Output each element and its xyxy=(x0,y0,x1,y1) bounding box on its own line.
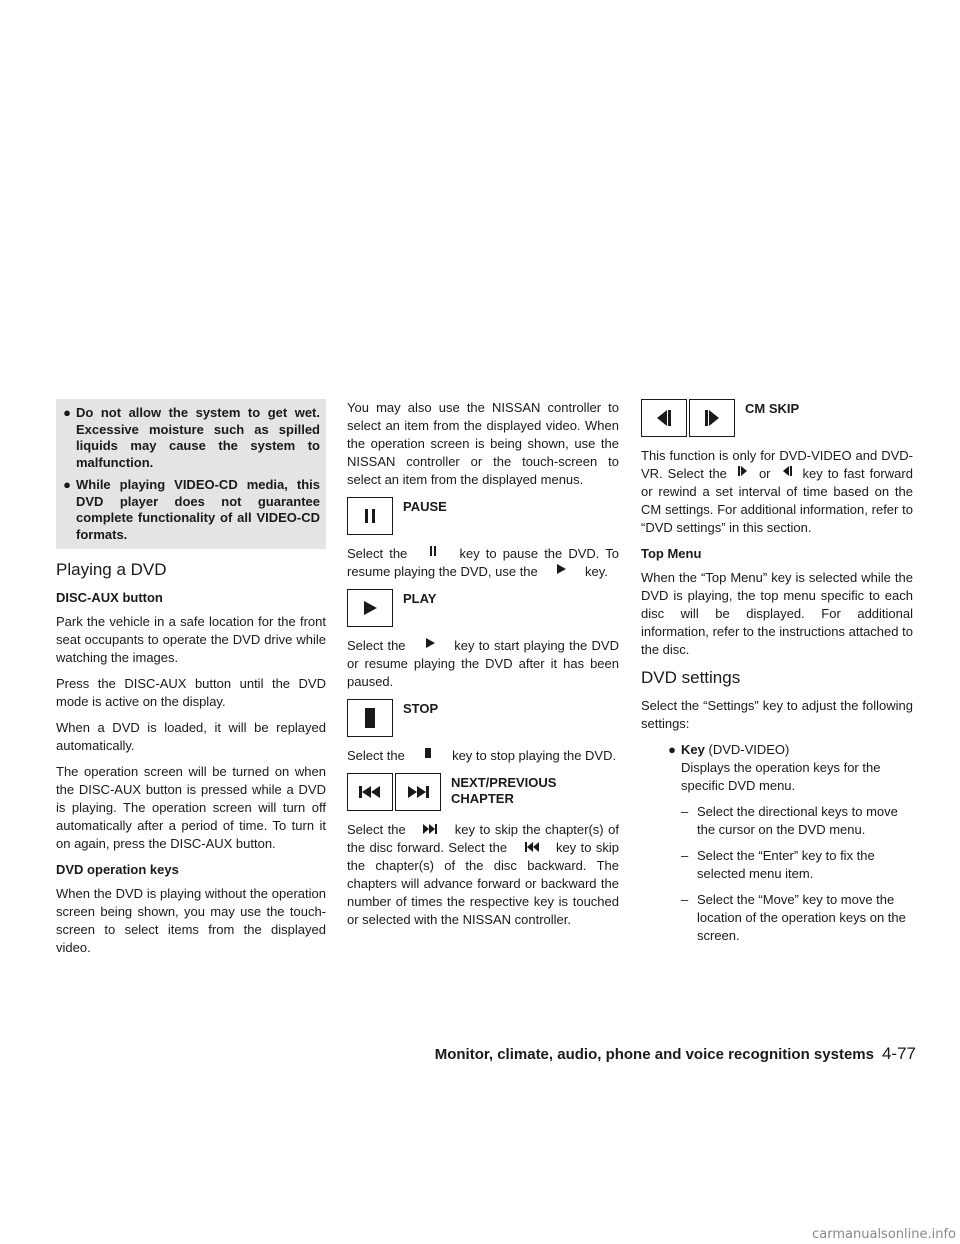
list-item-text: Select the directional keys to move the cursor on the DVD menu. xyxy=(697,804,898,837)
warning-item xyxy=(58,477,320,543)
paragraph: When a DVD is loaded, it will be replayed automatically. xyxy=(56,720,326,753)
text: This function is only for DVD-VIDEO and DVD-VR. Select the xyxy=(641,448,913,481)
paragraph-cmskip xyxy=(641,447,913,537)
list-item-text: Select the “Enter” key to fix the selected menu item. xyxy=(697,848,875,881)
paragraph-chapter xyxy=(347,821,619,929)
heading-top-menu: Top Menu xyxy=(641,546,702,561)
warning-text: Do not allow the system to get wet. Excessive moisture such as spilled liquids may cause the system to malfunction. xyxy=(76,405,320,470)
pause-icon xyxy=(413,545,453,563)
paragraph: When the “Top Menu” key is selected while the DVD is playing, the top menu specific to each disc will be displayed. For additional information, refer to the instructions attached to the disc. xyxy=(641,570,913,657)
pause-key-icon xyxy=(347,497,393,535)
text: key to skip the chapter(s) of the disc backward. The chapters will advance forward or backward the number of times the respective key is touched or selected with the NISSAN controller. xyxy=(347,840,619,927)
heading-dvd-operation-keys: DVD operation keys xyxy=(56,862,179,877)
bullet-icon: ● xyxy=(668,742,676,757)
stop-key-icon xyxy=(347,699,393,737)
key-label-line: NEXT/PREVIOUS xyxy=(451,775,557,790)
key-label: STOP xyxy=(403,701,439,716)
watermark: carmanualsonline.info xyxy=(812,1227,956,1242)
warning-item xyxy=(58,405,320,471)
page-number: 4-77 xyxy=(881,1044,916,1063)
text: key to start playing the DVD or resume playing the DVD after it has been paused. xyxy=(347,638,619,689)
warning-text: While playing VIDEO-CD media, this DVD player does not guarantee complete functionality of all VIDEO-CD formats. xyxy=(76,477,320,542)
text: key to skip the chapter(s) of the disc forward. Select the xyxy=(347,822,619,855)
text: key to pause the DVD. To resume playing the DVD, use the xyxy=(347,546,619,579)
page-footer xyxy=(426,1045,916,1064)
warning-box xyxy=(56,399,326,549)
section-title-dvd-settings: DVD settings xyxy=(641,668,741,687)
dash: – xyxy=(681,892,689,907)
cm-skip-back-key-icon xyxy=(641,399,687,437)
text: key. xyxy=(585,564,608,579)
next-chapter-icon xyxy=(410,821,450,839)
settings-key-description: Displays the operation keys for the specific DVD menu. xyxy=(681,760,881,793)
list-item xyxy=(641,803,913,839)
list-item-text: Select the “Move” key to move the location of the operation keys on the screen. xyxy=(697,892,906,943)
key-label: PLAY xyxy=(403,591,437,606)
paragraph: Park the vehicle in a safe location for the front seat occupants to operate the DVD drive while watching the images. xyxy=(56,614,326,665)
cm-skip-forward-key-icon xyxy=(689,399,735,437)
list-item xyxy=(641,847,913,883)
list-item xyxy=(641,891,913,945)
text: Select the xyxy=(347,748,405,763)
bullet-icon: ● xyxy=(63,477,71,492)
paragraph-play xyxy=(347,637,619,691)
column-middle xyxy=(347,399,619,937)
play-icon xyxy=(410,637,450,655)
key-label xyxy=(451,773,556,807)
section-title-playing-dvd: Playing a DVD xyxy=(56,560,167,579)
previous-chapter-key-icon xyxy=(347,773,393,811)
settings-key-text xyxy=(681,741,913,795)
text: or xyxy=(758,466,771,481)
paragraph-stop xyxy=(347,747,619,765)
text: Select the xyxy=(347,546,408,561)
paragraph: The operation screen will be turned on when the DISC-AUX button is pressed while a DVD is playing. The operation screen will turn off automatically after a period of time. To turn it on again, press the DISC-AUX button. xyxy=(56,764,326,851)
key-label: CM SKIP xyxy=(745,401,800,416)
settings-key-item xyxy=(641,741,913,795)
text: Select the xyxy=(347,638,406,653)
cmskip-key-row xyxy=(641,399,913,437)
stop-icon xyxy=(408,747,448,765)
cm-skip-forward-icon xyxy=(732,465,754,483)
text: key to stop playing the DVD. xyxy=(452,748,617,763)
next-chapter-key-icon xyxy=(395,773,441,811)
settings-key-label: Key xyxy=(681,742,705,757)
dash: – xyxy=(681,804,689,819)
heading-disc-aux: DISC-AUX button xyxy=(56,590,163,605)
play-key-icon xyxy=(347,589,393,627)
stop-key-row xyxy=(347,699,619,737)
paragraph: Select the “Settings” key to adjust the following settings: xyxy=(641,698,913,731)
previous-chapter-icon xyxy=(512,839,552,857)
settings-key-suffix: (DVD-VIDEO) xyxy=(708,742,790,757)
key-label: PAUSE xyxy=(403,499,447,514)
play-icon xyxy=(541,563,581,581)
pause-key-row xyxy=(347,497,619,535)
key-label-line: CHAPTER xyxy=(451,791,514,806)
paragraph: When the DVD is playing without the operation screen being shown, you may use the touch-screen to select items from the displayed video. xyxy=(56,886,326,955)
chapter-key-row xyxy=(347,773,619,811)
bullet-icon: ● xyxy=(63,405,71,420)
play-key-row xyxy=(347,589,619,627)
paragraph: You may also use the NISSAN controller to select an item from the displayed video. When the operation screen is being shown, use the NISSAN controller or the touch-screen to select an item from the displayed menus. xyxy=(347,400,619,487)
dash: – xyxy=(681,848,689,863)
column-left xyxy=(56,399,326,965)
text: Select the xyxy=(347,822,406,837)
paragraph: Press the DISC-AUX button until the DVD mode is active on the display. xyxy=(56,676,326,709)
paragraph-pause xyxy=(347,545,619,581)
footer-title: Monitor, climate, audio, phone and voice recognition systems xyxy=(434,1046,874,1063)
text: key to fast forward or rewind a set interval of time based on the CM settings. For additional information, refer to “DVD settings” in this section. xyxy=(641,466,913,535)
cm-skip-back-icon xyxy=(776,465,798,483)
column-right xyxy=(641,399,913,953)
